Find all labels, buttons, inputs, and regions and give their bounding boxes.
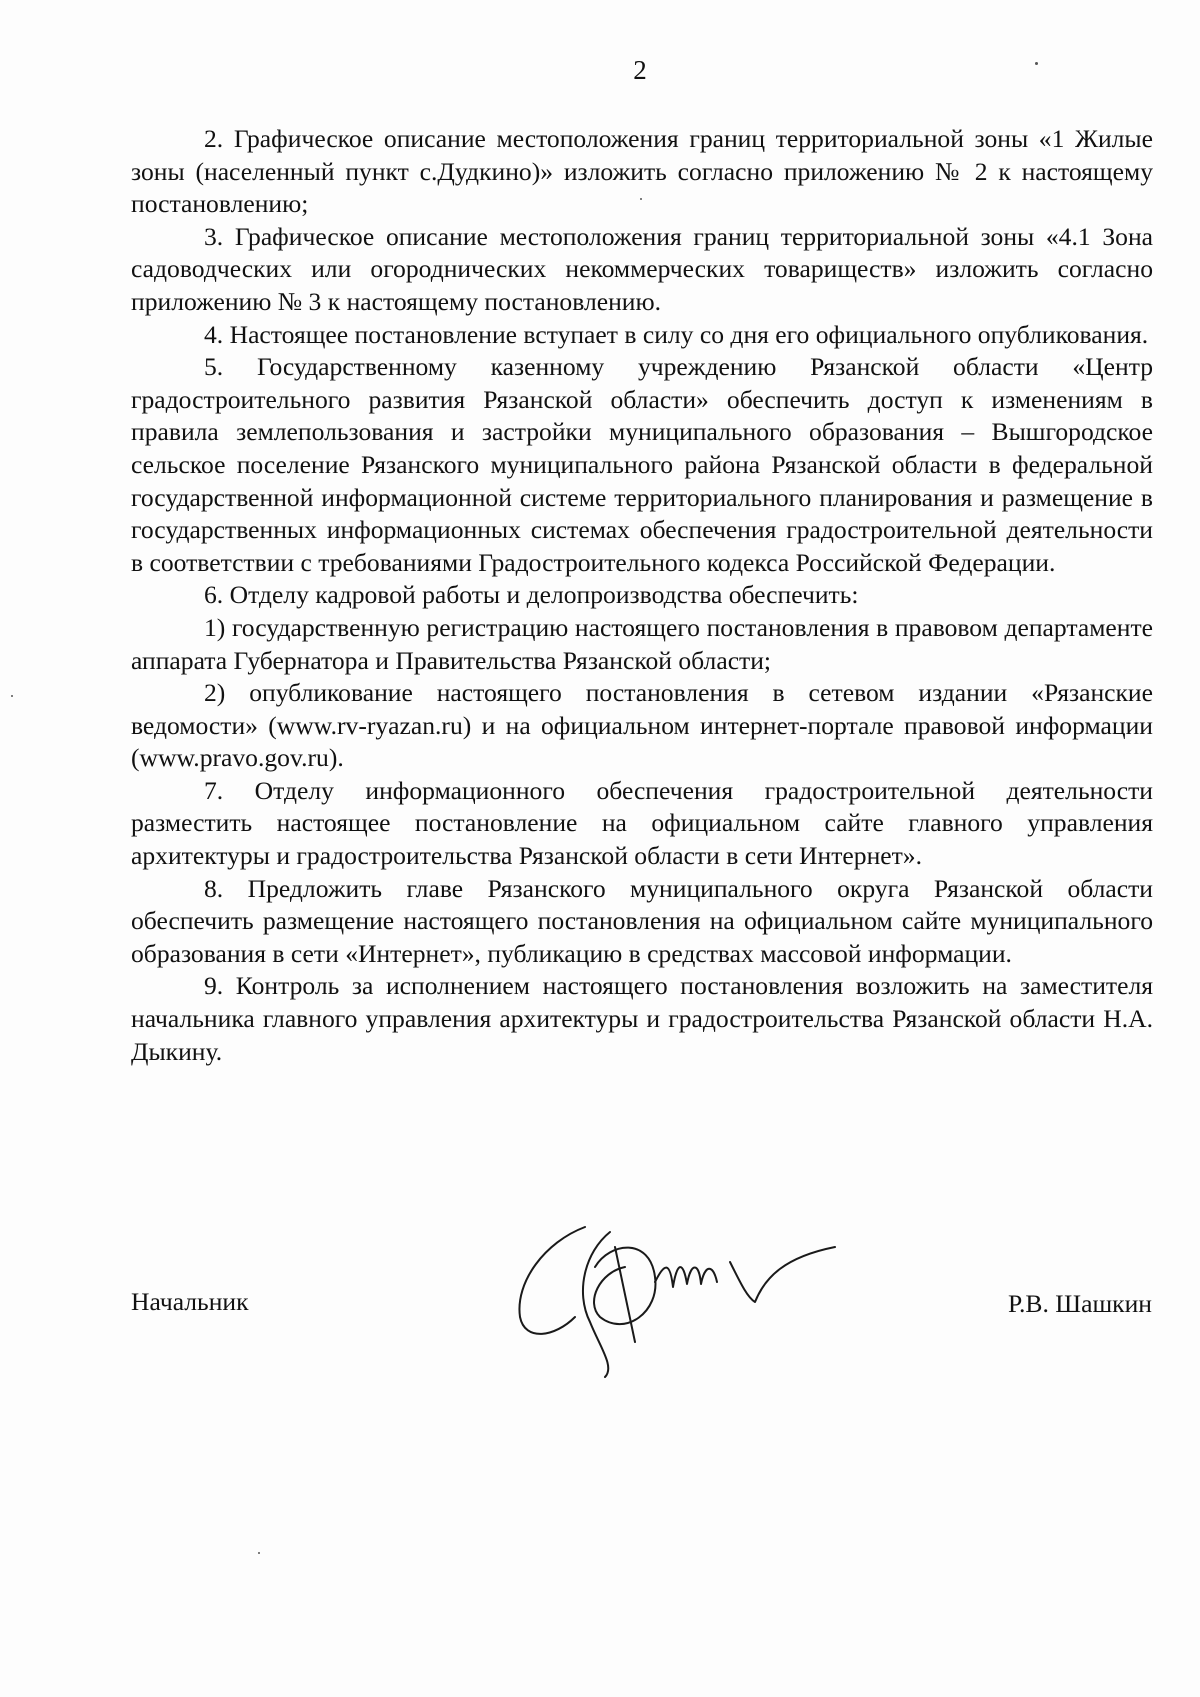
paragraph-6: 6. Отделу кадровой работы и делопроизводства обеспечить: [204, 580, 859, 610]
scan-speck [1035, 62, 1038, 65]
document-body [131, 123, 1153, 1068]
paragraph-6-2: 2) опубликование настоящего постановления в сетевом издании «Рязанские ведомости» (www.rv-ryazan.ru) и на официальном интернет-портале правовой информации (www.pravo.gov.ru). [131, 678, 1153, 773]
scan-speck [258, 1552, 260, 1554]
paragraph-4: 4. Настоящее постановление вступает в силу со дня его официального опубликования. [204, 319, 1149, 349]
signatory-name: Р.В. Шашкин [1007, 1289, 1152, 1318]
scan-speck [640, 198, 642, 200]
paragraph-5: 5. Государственному казенному учреждению Рязанской области «Центр градостроительного развития Рязанской области» обеспечить доступ к изменениям в правила землепользования и застройки муниципального образования – Вышгородское сельское поселение Рязанского муниципального района Рязанской области в федеральной государственной информационной системе территориального планирования и размещение в государственных информационных системах обеспечения градостроительной деятельности в соответствии с требованиями Градостроительного кодекса Российской Федерации. [131, 352, 1153, 577]
paragraph-3: 3. Графическое описание местоположения границ территориальной зоны «4.1 Зона садоводческих или огороднических некоммерческих товариществ» изложить согласно приложению № 3 к настоящему постановлению. [131, 221, 1153, 316]
signatory-title: Начальник [131, 1287, 249, 1316]
handwritten-signature [515, 1222, 845, 1382]
page-number: 2 [633, 55, 647, 85]
paragraph-8: 8. Предложить главе Рязанского муниципального округа Рязанской области обеспечить размещение настоящего постановления на официальном сайте муниципального образования в сети «Интернет», публикацию в средствах массовой информации. [131, 873, 1153, 968]
paragraph-2: 2. Графическое описание местоположения границ территориальной зоны «1 Жилые зоны (населенный пункт с.Дудкино)» изложить согласно приложению № 2 к настоящему постановлению; [131, 124, 1153, 219]
paragraph-7: 7. Отделу информационного обеспечения градостроительной деятельности разместить настоящее постановление на официальном сайте главного управления архитектуры и градостроительства Рязанской области в сети Интернет». [131, 775, 1153, 871]
paragraph-6-1: 1) государственную регистрацию настоящего постановления в правовом департаменте аппарата Губернатора и Правительства Рязанской области; [131, 612, 1153, 675]
paragraph-9: 9. Контроль за исполнением настоящего постановления возложить на заместителя начальника главного управления архитектуры и градостроительства Рязанской области Н.А. Дыкину. [131, 971, 1153, 1066]
scan-speck [11, 695, 13, 697]
